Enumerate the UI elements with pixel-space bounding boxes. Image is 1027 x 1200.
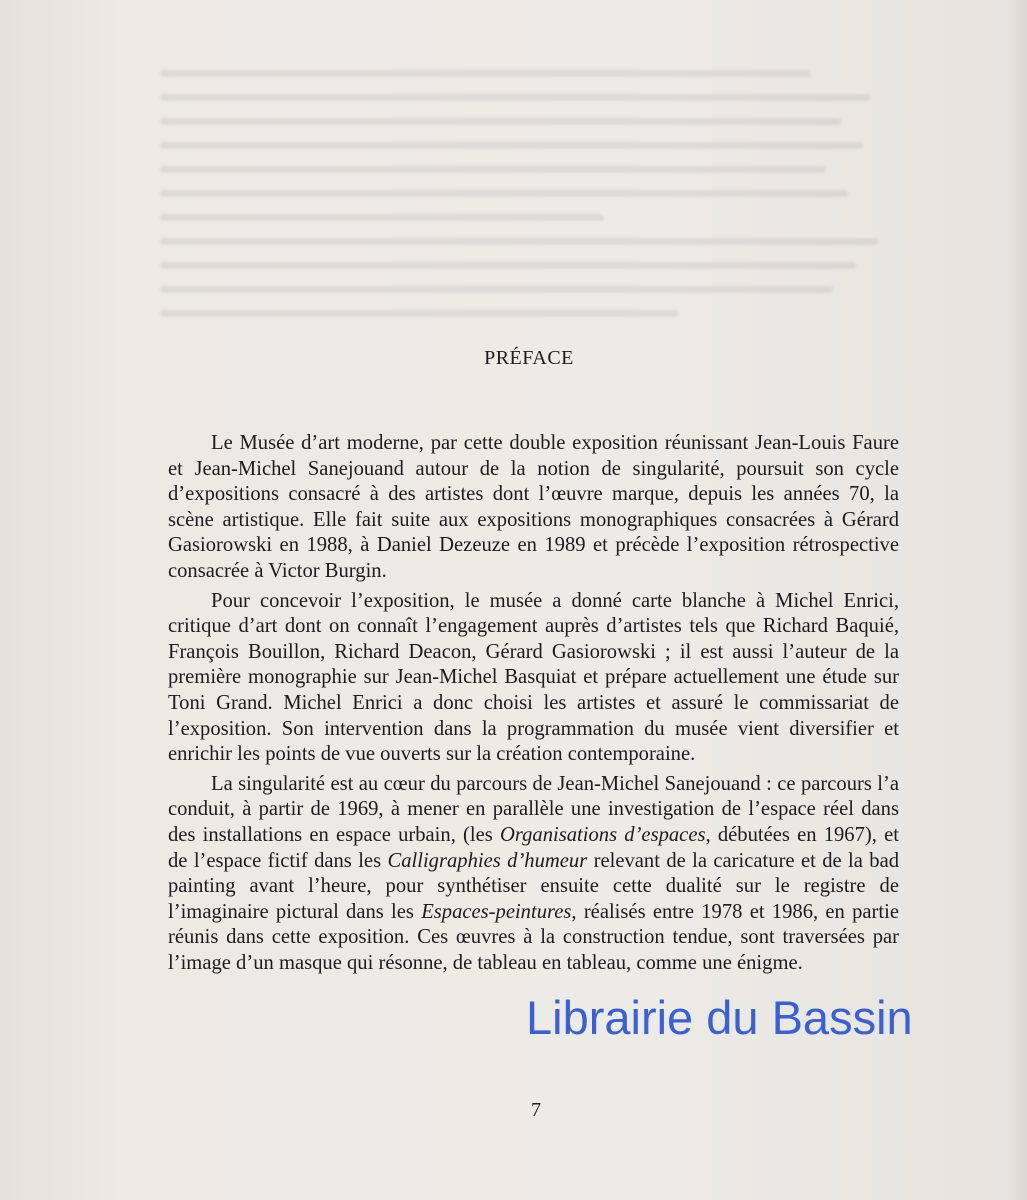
paragraph-2: Pour concevoir l’exposition, le musée a donné carte blanche à Michel Enrici, critique d’art dont on connaît l’engagement auprès d’artistes tels que Richard Baquié, François Bouillon, Richard Deacon, Gérard Gasiorowski ; il est aussi l’auteur de la première monographie sur Jean-Michel Basquiat et prépare actuellement une étude sur Toni Grand. Michel Enrici a donc choisi les artistes et assuré le commissariat de l’exposition. Son intervention dans la programmation du musée vient diversifier et enrichir les points de vue ouverts sur la création contemporaine. [168,589,899,766]
paragraph-3-text: La singularité est au cœur du parcours de Jean-Michel Sanejouand : ce parcours l’a conduit, à partir de 1969, à mener en parallèle une investigation de l’espace réel dans des installations en espace urbain, (les [168,772,899,846]
show-through-text [160,70,900,370]
paragraph-3-text: , débutées en 1967), et de l’espace fictif dans les [168,823,899,872]
page-edge-shadow [1009,0,1027,1200]
italic-title-calligraphies: Calligraphies d’humeur [387,849,588,872]
italic-title-espaces-peintures: Espaces-peintures [421,900,572,923]
italic-title-organisations: Organisations d’espaces [499,823,706,846]
page-number: 7 [531,1099,541,1121]
preface-body [168,431,899,980]
watermark: Librairie du Bassin [526,991,913,1044]
page-title: PRÉFACE [484,347,574,369]
paragraph-3-text: relevant de la caricature et de la bad painting avant l’heure, pour synthétiser ensuite cette dualité sur le registre de l’imaginaire pictural dans les [168,849,900,923]
paragraph-1: Le Musée d’art moderne, par cette double exposition réunissant Jean-Louis Faure et Jean-Michel Sanejouand autour de la notion de singularité, poursuit son cycle d’expositions consacré à des artistes dont l’œuvre marque, depuis les années 70, la scène artistique. Elle fait suite aux expositions monographiques consacrées à Gérard Gasiorowski en 1988, à Daniel Dezeuze en 1989 et précède l’exposition rétrospective consacrée à Victor Burgin. [168,432,899,582]
paragraph-3 [168,772,899,977]
paragraph-3-text: , réalisés entre 1978 et 1986, en partie réunis dans cette exposition. Ces œuvres à la construction tendue, sont traversées par l’image d’un masque qui résonne, de tableau en tableau, comme une énigme. [168,900,899,974]
